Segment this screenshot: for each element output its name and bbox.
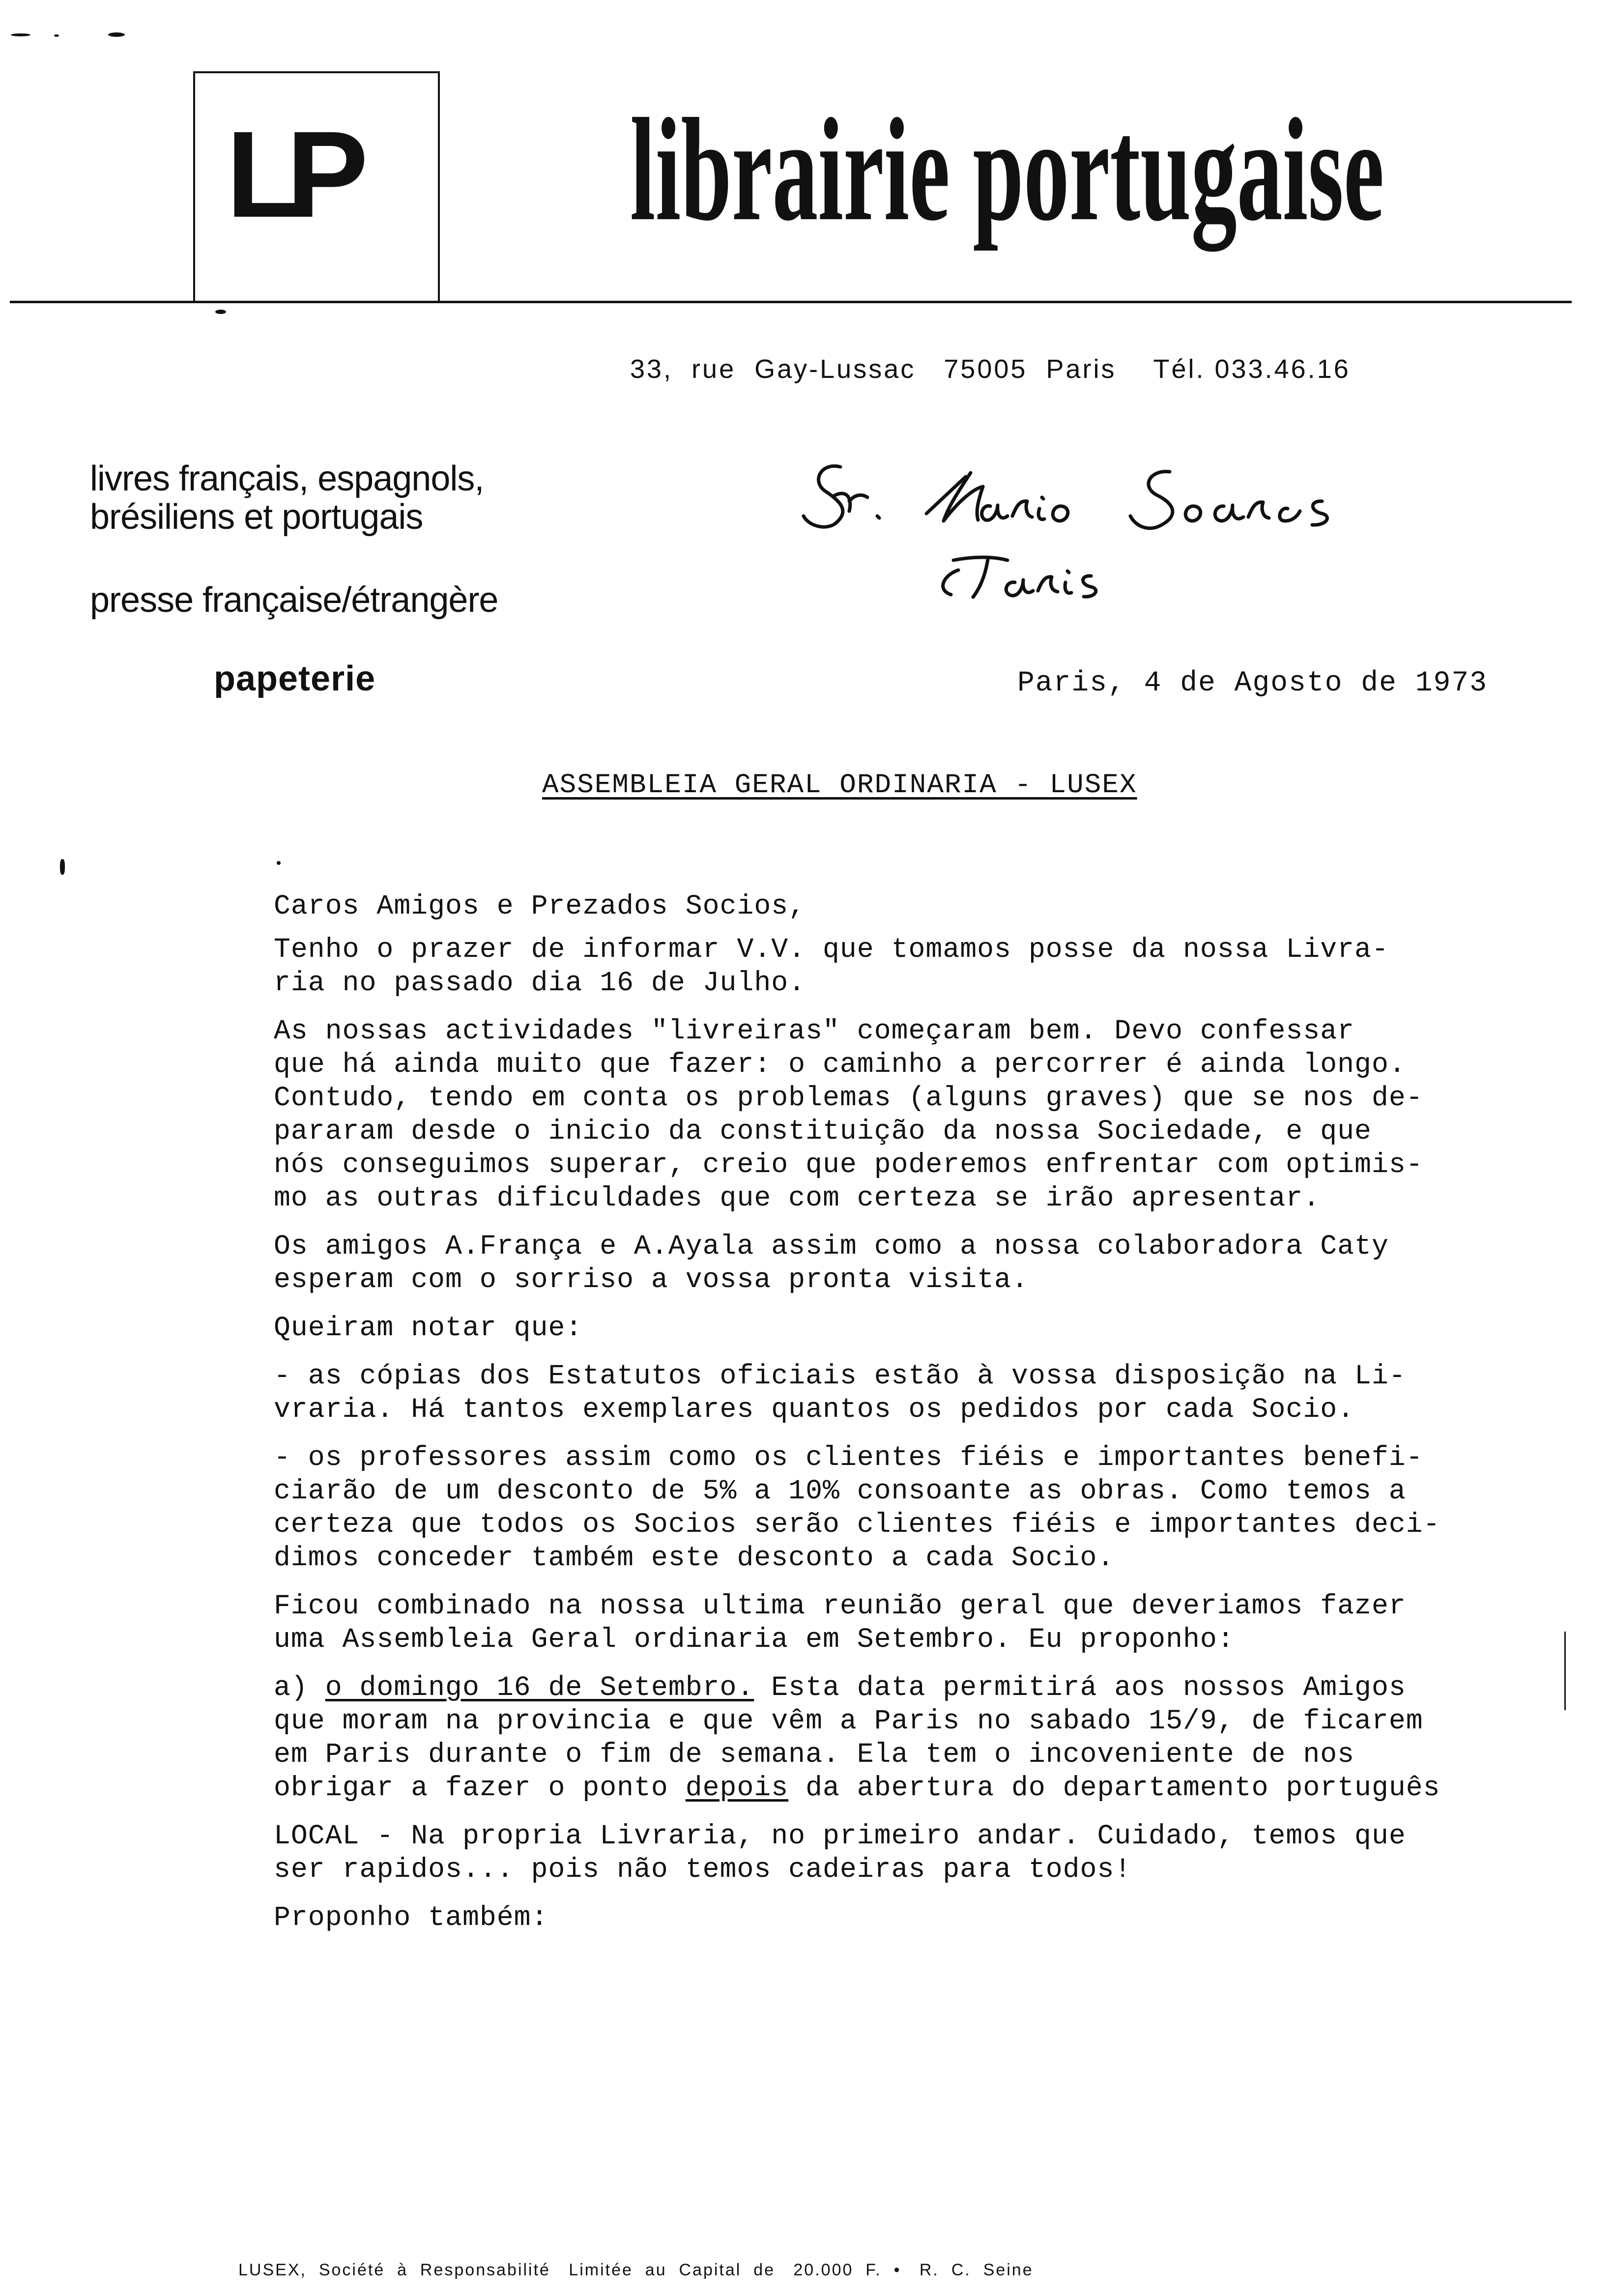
scan-mark	[54, 34, 59, 37]
company-footer: LUSEX, Société à Responsabilité Limitée au Capital de 20.000 F. • R. C. Seine	[238, 2261, 1034, 2279]
letter-body	[274, 890, 1612, 1949]
item-a-text: obrigar a fazer o ponto	[274, 1772, 686, 1804]
press-line: presse française/étrangère	[90, 580, 498, 620]
product-line: livres français, espagnols,	[90, 459, 484, 498]
closing-line: Proponho também:	[274, 1902, 548, 1933]
body-paragraph: As nossas actividades "livreiras" começaram bem. Devo confessar que há ainda muito que fazer: o caminho a percorrer é ainda longo. Contudo, tendo em conta os problemas (alguns graves) que se nos de- pararam desde o inicio da constituição da nossa Sociedade, e que nós conseguimos superar, creio que poderemos enfrentar com optimis- mo as outras dificuldades que com certeza se irão apresentar.	[274, 1015, 1423, 1214]
letter-date: Paris, 4 de Agosto de 1973	[1017, 667, 1488, 699]
product-line: brésiliens et portugais	[90, 497, 423, 537]
item-a-text: em Paris durante o fim de semana. Ela tem o incoveniente de nos	[274, 1739, 1355, 1770]
body-paragraph: - os professores assim como os clientes fiéis e importantes benefi- ciarão de um desconto de 5% a 10% consoante as obras. Como temos a certeza que todos os Socios serão clientes fiéis e importantes deci- dimos conceder também este desconto a cada Socio.	[274, 1442, 1440, 1574]
item-a-text: Esta data permitirá aos nossos Amigos	[754, 1672, 1406, 1703]
company-name: librairie portugaise	[630, 88, 1384, 251]
salutation: Caros Amigos e Prezados Socios,	[274, 890, 806, 922]
company-logo: LP	[226, 106, 354, 243]
scan-mark	[11, 33, 30, 36]
proposal-item-a	[274, 1671, 1612, 1805]
item-a-prefix: a)	[274, 1672, 325, 1703]
scan-mark	[60, 859, 65, 875]
body-paragraph: Os amigos A.França e A.Ayala assim como a nossa colaboradora Caty esperam com o sorriso a vossa pronta visita.	[274, 1231, 1389, 1295]
body-paragraph: - as cópias dos Estatutos oficiais estão à vossa disposição na Li- vraria. Há tantos exemplares quantos os pedidos por cada Socio.	[274, 1360, 1406, 1425]
scan-mark	[108, 32, 125, 37]
body-paragraph: Queiram notar que:	[274, 1312, 583, 1344]
scan-mark	[215, 310, 226, 314]
item-a-emphasis: depois	[685, 1772, 789, 1804]
body-paragraph: Ficou combinado na nossa ultima reunião geral que deveriamos fazer uma Assembleia Geral ordinaria em Setembro. Eu proponho:	[274, 1590, 1406, 1655]
body-paragraph: Tenho o prazer de informar V.V. que tomamos posse da nossa Livra- ria no passado dia 16 de Julho.	[274, 934, 1389, 999]
company-address: 33, rue Gay-Lussac 75005 Paris Tél. 033.46.16	[630, 354, 1351, 384]
item-a-text: da abertura do departamento português	[788, 1772, 1440, 1804]
location-paragraph: LOCAL - Na propria Livraria, no primeiro andar. Cuidado, temos que ser rapidos... pois não temos cadeiras para todos!	[274, 1820, 1406, 1885]
handwritten-addressee	[796, 442, 1519, 619]
stationery-line: papeterie	[214, 659, 376, 698]
scan-mark	[277, 861, 281, 865]
product-lines	[90, 459, 484, 536]
item-a-date: o domingo 16 de Setembro.	[325, 1672, 754, 1703]
item-a-text: que moram na provincia e que vêm a Paris no sabado 15/9, de ficarem	[274, 1705, 1423, 1737]
letter-subject: ASSEMBLEIA GERAL ORDINARIA - LUSEX	[542, 769, 1137, 801]
